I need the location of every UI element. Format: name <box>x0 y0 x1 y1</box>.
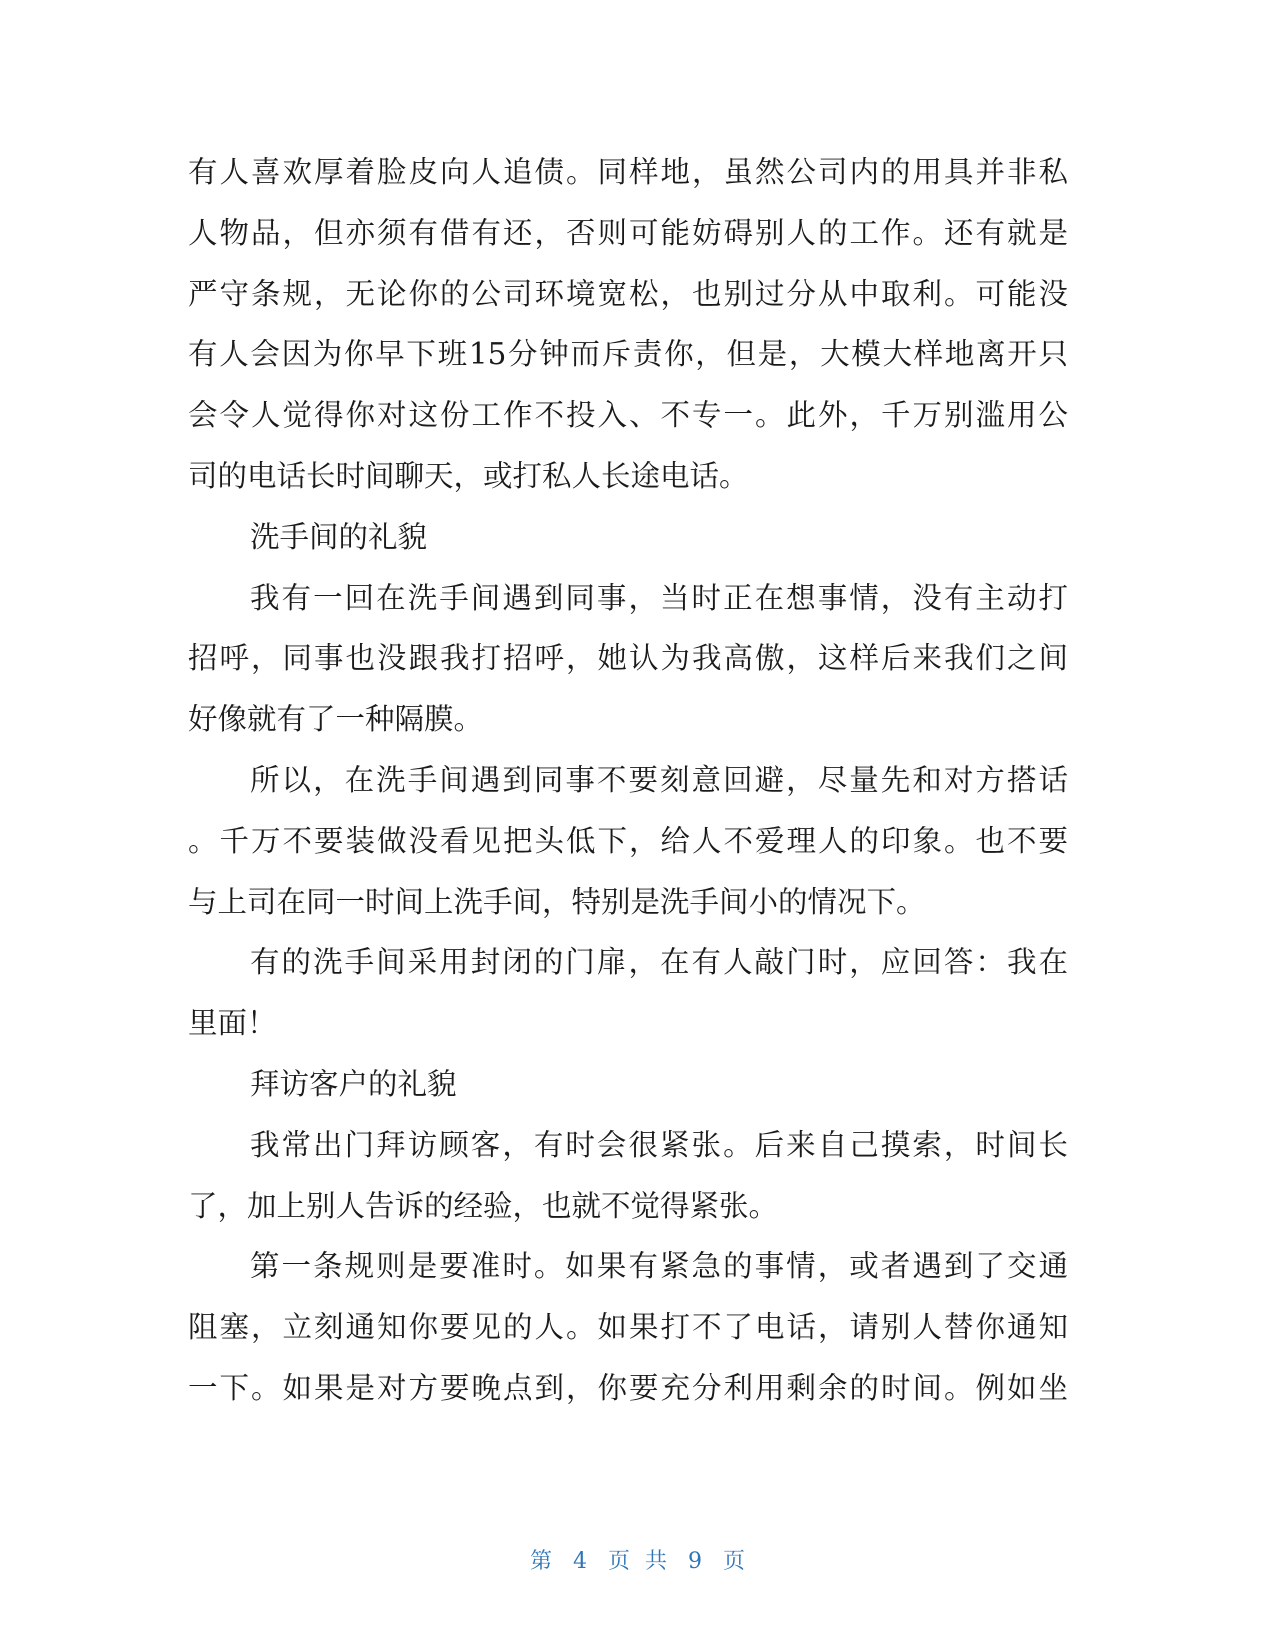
document-body <box>188 142 1068 1419</box>
paragraph-line: 招呼，同事也没跟我打招呼，她认为我高傲，这样后来我们之间 <box>188 641 1068 676</box>
paragraph-line: 司的电话长时间聊天，或打私人长途电话。 <box>188 458 749 493</box>
section-heading-visit: 拜访客户的礼貌 <box>250 1066 457 1101</box>
paragraph-line: 好像就有了一种隔膜。 <box>188 702 484 737</box>
section-heading-restroom: 洗手间的礼貌 <box>250 519 428 554</box>
paragraph-line: 我有一回在洗手间遇到同事，当时正在想事情，没有主动打 <box>250 580 1068 615</box>
current-page-number: 4 <box>573 1549 587 1574</box>
paragraph-line: 。千万不要装做没看见把头低下，给人不爱理人的印象。也不要 <box>188 823 1068 858</box>
footer-suffix: 页 <box>723 1549 746 1574</box>
paragraph-line: 严守条规，无论你的公司环境宽松，也别过分从中取利。可能没 <box>188 276 1068 311</box>
page-number-footer <box>0 1544 1275 1575</box>
footer-middle: 页 共 <box>608 1549 667 1574</box>
paragraph-line: 有人喜欢厚着脸皮向人追债。同样地，虽然公司内的用具并非私 <box>188 155 1068 189</box>
paragraph-line: 我常出门拜访顾客，有时会很紧张。后来自己摸索，时间长 <box>250 1127 1068 1162</box>
paragraph-line: 有的洗手间采用封闭的门扉，在有人敲门时，应回答：我在 <box>250 945 1068 980</box>
paragraph-line: 阻塞，立刻通知你要见的人。如果打不了电话，请别人替你通知 <box>188 1310 1068 1345</box>
paragraph-line: 了，加上别人告诉的经验，也就不觉得紧张。 <box>188 1188 779 1223</box>
paragraph-line: 里面！ <box>188 1006 277 1041</box>
paragraph-line: 人物品，但亦须有借有还，否则可能妨碍别人的工作。还有就是 <box>188 215 1068 250</box>
paragraph-line: 所以，在洗手间遇到同事不要刻意回避，尽量先和对方搭话 <box>250 762 1068 797</box>
total-page-count: 9 <box>688 1549 702 1574</box>
paragraph-line: 第一条规则是要准时。如果有紧急的事情，或者遇到了交通 <box>250 1249 1068 1284</box>
paragraph-line: 会令人觉得你对这份工作不投入、不专一。此外，千万别滥用公 <box>188 398 1068 433</box>
paragraph-line: 与上司在同一时间上洗手间，特别是洗手间小的情况下。 <box>188 884 926 919</box>
footer-prefix: 第 <box>529 1549 552 1574</box>
paragraph-line: 有人会因为你早下班15分钟而斥责你，但是，大模大样地离开只 <box>188 337 1068 372</box>
paragraph-line: 一下。如果是对方要晚点到，你要充分利用剩余的时间。例如坐 <box>188 1370 1068 1405</box>
